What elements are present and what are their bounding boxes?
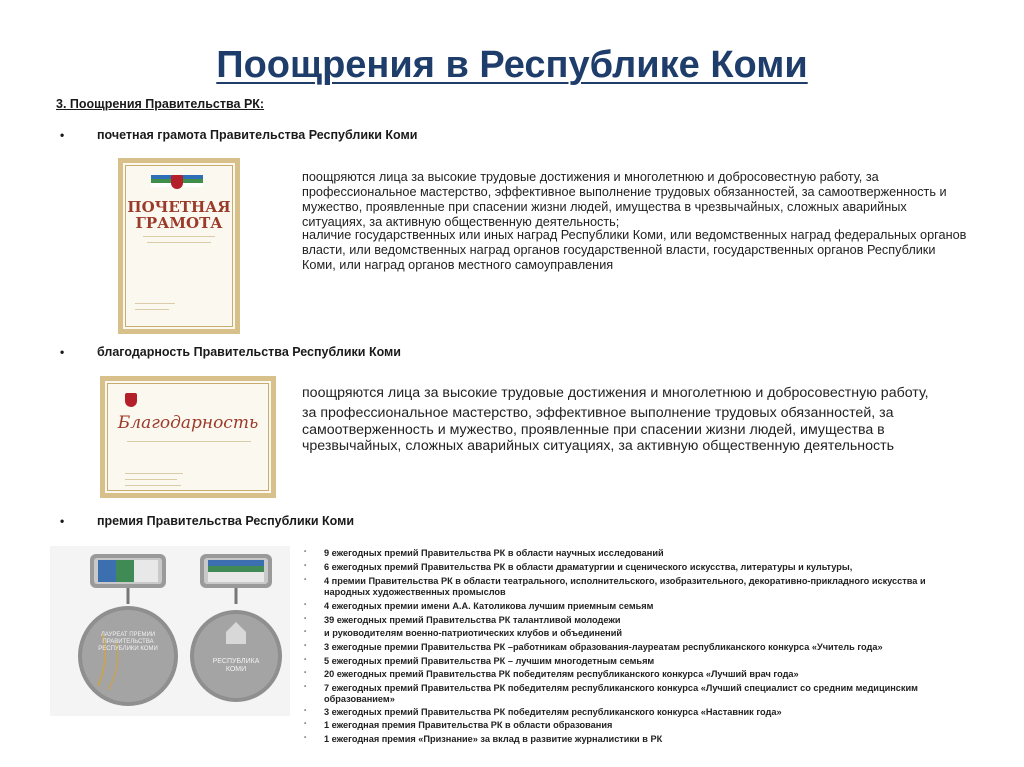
medal-right-inscription: РЕСПУБЛИКА КОМИ [212, 658, 260, 673]
medals-image [50, 546, 290, 716]
section-heading: 3. Поощрения Правительства РК: [56, 97, 265, 111]
blagodarnost-heading: Благодарность [117, 413, 259, 433]
award-title-gramota: почетная грамота Правительства Республики Коми [97, 128, 418, 142]
blagodarnost-certificate-image [100, 376, 276, 498]
bullet-marker: • [60, 128, 65, 142]
page-title: Поощрения в Республике Коми [216, 44, 808, 86]
medal-left-inscription: ЛАУРЕАТ ПРЕМИИ ПРАВИТЕЛЬСТВА РЕСПУБЛИКИ КОМИ [98, 632, 158, 652]
coat-of-arms-icon [171, 175, 183, 189]
bullet-marker: • [60, 514, 65, 528]
blagodarnost-description-1: поощряются лица за высокие трудовые достижения и многолетнюю и добросовестную работу, [302, 385, 929, 401]
gramota-certificate-image [118, 158, 240, 334]
medals-illustration [50, 546, 290, 716]
coat-of-arms-icon [125, 393, 137, 407]
bullet-marker: • [60, 345, 65, 359]
blagodarnost-description-2: за профессиональное мастерство, эффективное выполнение трудовых обязанностей, за самоотверженность и мужество, проявленные при спасении жизни людей, имущества в чрезвычайных, сложных аварийных ситуациях, за активную общественную деятельность [302, 405, 894, 454]
right-medal [190, 554, 282, 702]
gramota-heading: ПОЧЕТНАЯ ГРАМОТА [127, 198, 231, 232]
award-title-premiya: премия Правительства Республики Коми [97, 514, 355, 528]
gramota-description-1: поощряются лица за высокие трудовые достижения и многолетнюю и добросовестную работу, за профессиональное мастерство, эффективное выполнение трудовых обязанностей, за самоотверженность и мужество, проявленные при спасении жизни людей, имущества в чрезвычайных, сложных аварийных ситуациях, за активную общественную деятельность; [302, 170, 947, 229]
gramota-description-2: наличие государственных или иных наград Республики Коми, или ведомственных наград федеральных органов власти, или ведомственных наград органов государственной власти, государственных органов Республики Коми, или наград органов местного самоуправления [302, 228, 967, 272]
left-medal [78, 554, 178, 706]
award-title-blagodarnost: благодарность Правительства Республики Коми [97, 345, 401, 359]
